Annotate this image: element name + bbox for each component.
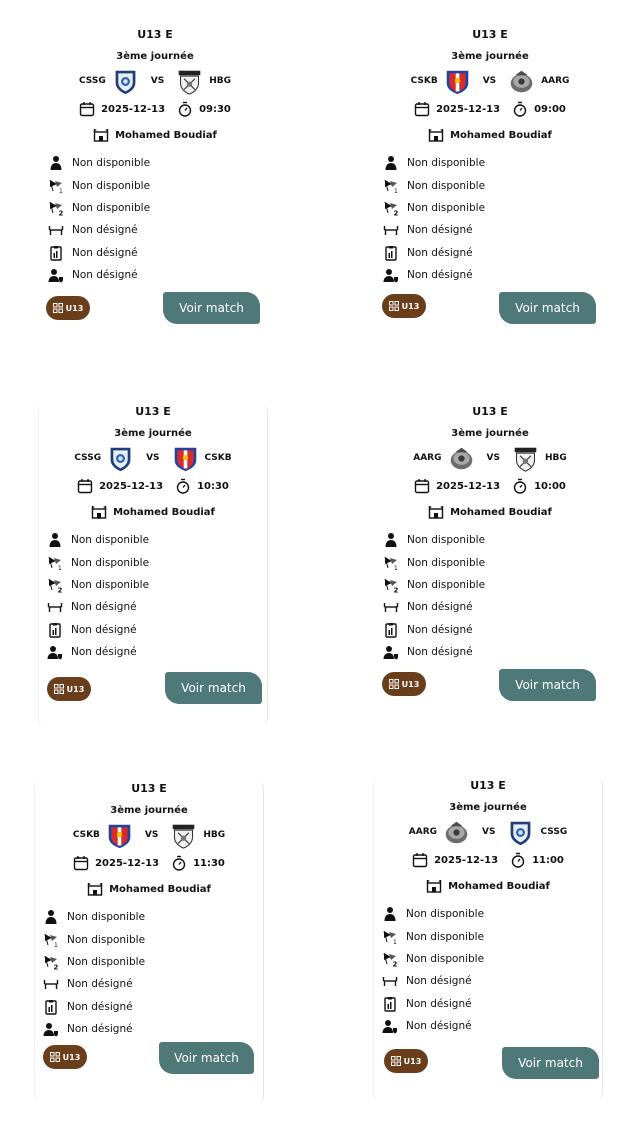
away-team-logo [172,445,199,472]
official-row [383,529,485,551]
official-row [383,174,485,196]
official-row [382,925,484,947]
assistant-referee-2-icon [383,577,399,593]
svg-text:1: 1 [394,187,398,194]
voir-match-button[interactable]: Voir match [165,672,262,704]
official-row [47,529,149,551]
match-category: U13 E [135,405,171,418]
match-date: 2025-12-13 [101,103,166,115]
away-team-logo [176,68,203,95]
svg-text:1: 1 [54,941,58,948]
grid-icon [389,679,399,689]
date-time-row [39,478,267,494]
official-row [48,174,150,196]
stopwatch-icon [177,101,193,117]
category-badge[interactable] [382,294,426,318]
official-row [47,574,149,596]
official-row [43,973,145,995]
calendar-icon [414,478,430,494]
official-status: Non disponible [407,201,486,214]
badge-label: U13 [66,684,85,694]
official-status: Non désigné [407,246,473,259]
assistant-referee-2-icon [383,200,399,216]
official-row [382,993,484,1015]
official-row [383,551,485,573]
official-row [43,996,145,1018]
calendar-icon [77,478,93,494]
match-category: U13 E [470,779,506,792]
score-sheet-icon [43,999,59,1015]
home-team-logo [112,68,139,95]
away-team-logo [512,445,539,472]
referee-icon [47,532,63,548]
official-status: Non disponible [407,157,486,170]
match-category: U13 E [472,405,508,418]
calendar-icon [412,852,428,868]
stopwatch-icon [512,101,528,117]
match-category: U13 E [131,782,167,795]
official-row [383,574,485,596]
official-status: Non disponible [67,955,146,968]
official-status: Non désigné [72,269,138,282]
official-row [47,596,149,618]
home-team-logo [444,68,471,95]
stadium-name: Mohamed Boudiaf [450,129,552,141]
match-time: 11:30 [193,857,225,869]
voir-match-button[interactable]: Voir match [499,292,596,324]
delegate-icon [48,267,64,283]
vs-label: VS [150,76,165,86]
svg-text:1: 1 [394,564,398,571]
official-status: Non disponible [71,556,150,569]
home-team-name: CSSG [74,453,102,463]
officials-list [43,906,145,1040]
official-status: Non désigné [407,269,473,282]
home-team-name: CSKB [72,830,100,840]
away-team-name: CSSG [540,827,568,837]
svg-text:1: 1 [58,564,62,571]
stadium-icon [93,127,109,143]
grid-icon [389,301,399,311]
official-status: Non désigné [406,1020,472,1033]
officials-list [382,903,484,1037]
referee-icon [43,909,59,925]
home-team-logo [443,819,470,846]
score-sheet-icon [48,245,64,261]
match-time: 09:00 [534,103,566,115]
official-status: Non désigné [71,601,137,614]
match-round: 3ème journée [451,51,529,62]
officials-list [383,152,485,286]
match-date: 2025-12-13 [436,480,501,492]
vs-label: VS [146,453,160,463]
voir-match-button[interactable]: Voir match [499,669,596,701]
away-team-name: CSKB [204,453,232,463]
teams-row [375,443,605,473]
official-row [383,197,485,219]
score-sheet-icon [382,996,398,1012]
official-status: Non disponible [72,201,151,214]
officials-list [48,152,150,286]
official-row [48,219,150,241]
voir-match-button[interactable]: Voir match [163,292,260,324]
voir-match-button[interactable]: Voir match [159,1042,254,1074]
stadium-icon [426,878,442,894]
svg-text:2: 2 [58,209,64,216]
match-time: 11:00 [532,854,564,866]
match-time: 10:30 [197,480,229,492]
official-status: Non désigné [72,224,138,237]
match-card [375,28,605,348]
official-row [47,641,149,663]
assistant-referee-2-icon [43,954,59,970]
home-team-name: AARG [408,827,438,837]
official-row [383,242,485,264]
stadium-name: Mohamed Boudiaf [113,506,215,518]
assistant-referee-2-icon [48,200,64,216]
stadium-name: Mohamed Boudiaf [109,883,211,895]
date-time-row [375,478,605,494]
official-status: Non disponible [407,556,486,569]
bench-icon [43,976,59,992]
grid-icon [391,1056,401,1066]
official-status: Non désigné [406,975,472,988]
official-row [43,951,145,973]
bench-icon [383,222,399,238]
match-round: 3ème journée [451,428,529,439]
official-row [48,197,150,219]
grid-icon [53,303,63,313]
teams-row [375,66,605,96]
official-status: Non désigné [407,601,473,614]
match-round: 3ème journée [110,805,188,816]
assistant-referee-2-icon [47,577,63,593]
match-card [375,405,605,725]
calendar-icon [73,855,89,871]
stadium-name: Mohamed Boudiaf [448,880,550,892]
delegate-icon [383,267,399,283]
stadium-row [375,504,605,520]
official-row [383,619,485,641]
match-round: 3ème journée [114,428,192,439]
official-status: Non disponible [407,179,486,192]
delegate-icon [47,644,63,660]
assistant-referee-1-icon [43,932,59,948]
stadium-row [375,127,605,143]
match-category: U13 E [472,28,508,41]
assistant-referee-1-icon [383,178,399,194]
stadium-icon [428,127,444,143]
official-row [48,152,150,174]
badge-label: U13 [401,679,420,689]
away-team-logo [170,822,197,849]
official-status: Non disponible [406,930,485,943]
date-time-row [374,852,602,868]
badge-label: U13 [65,303,84,313]
bench-icon [383,599,399,615]
official-row [383,264,485,286]
match-date: 2025-12-13 [99,480,164,492]
svg-text:1: 1 [393,938,397,945]
date-time-row [40,101,270,117]
official-status: Non désigné [67,978,133,991]
svg-text:2: 2 [393,209,399,216]
match-date: 2025-12-13 [436,103,501,115]
officials-list [47,529,149,663]
official-status: Non disponible [406,908,485,921]
vs-label: VS [486,453,500,463]
assistant-referee-1-icon [382,929,398,945]
home-team-logo [448,445,475,472]
stadium-icon [428,504,444,520]
official-status: Non désigné [67,1000,133,1013]
official-row [47,551,149,573]
match-category: U13 E [137,28,173,41]
match-time: 09:30 [199,103,231,115]
referee-icon [382,906,398,922]
category-badge[interactable] [47,677,91,701]
assistant-referee-1-icon [383,555,399,571]
category-badge[interactable] [382,672,426,696]
away-team-name: HBG [203,830,226,840]
voir-match-button[interactable]: Voir match [502,1047,599,1079]
referee-icon [383,155,399,171]
stopwatch-icon [171,855,187,871]
official-status: Non disponible [407,534,486,547]
official-status: Non désigné [67,1023,133,1036]
assistant-referee-1-icon [48,178,64,194]
home-team-logo [106,822,133,849]
home-team-name: CSKB [410,76,438,86]
official-row [48,242,150,264]
official-row [48,264,150,286]
category-badge[interactable] [43,1045,87,1069]
official-row [383,219,485,241]
official-status: Non désigné [407,623,473,636]
badge-label: U13 [62,1052,81,1062]
stopwatch-icon [512,478,528,494]
official-status: Non disponible [406,952,485,965]
referee-icon [383,532,399,548]
stopwatch-icon [510,852,526,868]
official-status: Non disponible [67,911,146,924]
match-card [40,28,270,348]
grid-icon [50,1052,60,1062]
date-time-row [375,101,605,117]
bench-icon [47,599,63,615]
match-date: 2025-12-13 [95,857,160,869]
badge-label: U13 [401,301,420,311]
match-card [373,779,603,1099]
official-status: Non disponible [71,578,150,591]
vs-label: VS [482,827,496,837]
svg-text:2: 2 [393,586,399,593]
svg-text:2: 2 [392,960,398,967]
away-team-name: AARG [541,76,570,86]
score-sheet-icon [47,622,63,638]
away-team-name: HBG [209,76,231,86]
away-team-logo [508,68,535,95]
vs-label: VS [144,830,159,840]
referee-icon [48,155,64,171]
match-round: 3ème journée [116,51,194,62]
stadium-row [374,878,602,894]
svg-text:1: 1 [59,187,63,194]
official-status: Non disponible [407,578,486,591]
category-badge[interactable] [384,1049,428,1073]
category-badge[interactable] [46,296,90,320]
official-status: Non désigné [407,224,473,237]
teams-row [374,817,602,847]
home-team-logo [107,445,134,472]
match-time: 10:00 [534,480,566,492]
home-team-name: CSSG [79,76,106,86]
official-row [43,928,145,950]
away-team-name: HBG [544,453,567,463]
official-status: Non désigné [71,646,137,659]
stadium-row [39,504,267,520]
official-row [382,948,484,970]
official-row [383,152,485,174]
delegate-icon [43,1021,59,1037]
calendar-icon [414,101,430,117]
match-round: 3ème journée [449,802,527,813]
official-row [383,641,485,663]
official-status: Non disponible [72,179,151,192]
official-row [383,596,485,618]
official-row [382,1015,484,1037]
delegate-icon [383,644,399,660]
official-status: Non disponible [71,534,150,547]
score-sheet-icon [383,245,399,261]
grid-icon [54,684,64,694]
teams-row [40,66,270,96]
official-status: Non désigné [72,246,138,259]
match-card [34,782,264,1102]
stadium-name: Mohamed Boudiaf [115,129,217,141]
match-date: 2025-12-13 [434,854,499,866]
stopwatch-icon [175,478,191,494]
official-status: Non disponible [72,157,151,170]
delegate-icon [382,1018,398,1034]
match-card [38,405,268,725]
stadium-icon [87,881,103,897]
official-row [382,903,484,925]
official-row [43,1018,145,1040]
official-status: Non désigné [71,623,137,636]
bench-icon [382,973,398,989]
badge-label: U13 [403,1056,422,1066]
assistant-referee-2-icon [382,951,398,967]
officials-list [383,529,485,663]
home-team-name: AARG [413,453,442,463]
stadium-icon [91,504,107,520]
official-status: Non désigné [406,997,472,1010]
official-row [47,619,149,641]
calendar-icon [79,101,95,117]
teams-row [35,820,263,850]
stadium-row [40,127,270,143]
official-status: Non désigné [407,646,473,659]
score-sheet-icon [383,622,399,638]
away-team-logo [507,819,534,846]
svg-text:2: 2 [53,963,59,970]
assistant-referee-1-icon [47,555,63,571]
svg-text:2: 2 [57,586,63,593]
date-time-row [35,855,263,871]
official-row [43,906,145,928]
bench-icon [48,222,64,238]
teams-row [39,443,267,473]
stadium-name: Mohamed Boudiaf [450,506,552,518]
vs-label: VS [482,76,497,86]
official-row [382,970,484,992]
stadium-row [35,881,263,897]
official-status: Non disponible [67,933,146,946]
